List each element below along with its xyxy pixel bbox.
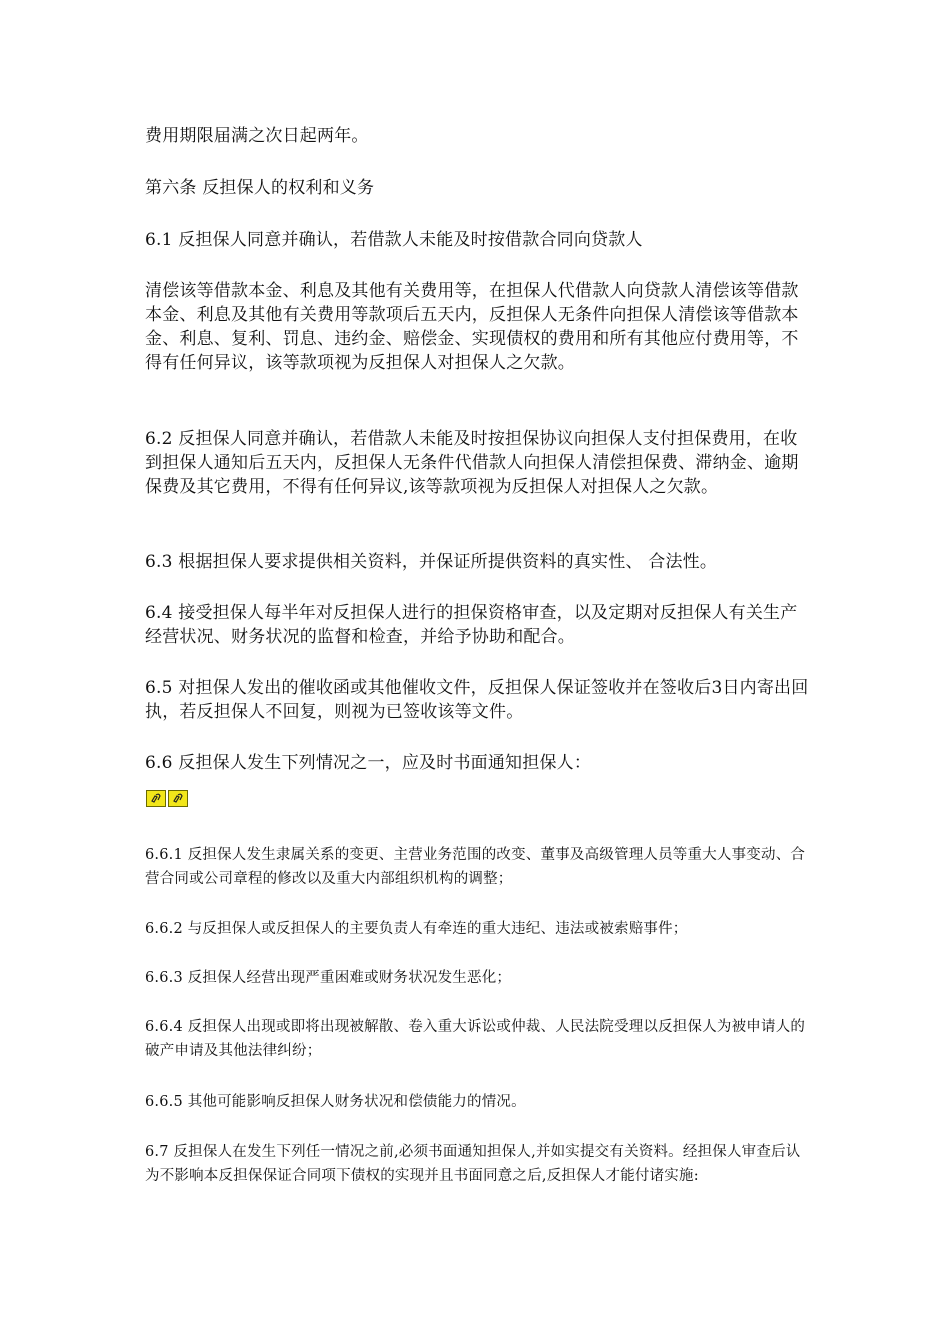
clause-6-1: 6.1 反担保人同意并确认，若借款人未能及时按借款合同向贷款人 bbox=[145, 230, 643, 250]
clause-6-6: 6.6 反担保人发生下列情况之一，应及时书面通知担保人： bbox=[145, 753, 592, 773]
clause-6-2: 6.2 反担保人同意并确认，若借款人未能及时按担保协议向担保人支付担保费用，在收到担保人通知后五天内，反担保人无条件代借款人向担保人清偿担保费、滞纳金、逾期保费及其它费用，不得有任何异议,该等款项视为反担保人对担保人之欠款。 bbox=[145, 429, 799, 497]
embedded-link-icons bbox=[146, 790, 188, 808]
clause-6-6-3: 6.6.3 反担保人经营出现严重困难或财务状况发生恶化； bbox=[145, 970, 512, 986]
clause-6-3: 6.3 根据担保人要求提供相关资料，并保证所提供资料的真实性、 合法性。 bbox=[145, 552, 718, 572]
clause-6-5: 6.5 对担保人发出的催收函或其他催收文件，反担保人保证签收并在签收后3日内寄出回执，若反担保人不回复，则视为已签收该等文件。 bbox=[145, 678, 809, 722]
clause-6-7: 6.7 反担保人在发生下列任一情况之前,必须书面通知担保人,并如实提交有关资料。经担保人审查后认为不影响本反担保保证合同项下债权的实现并且书面同意之后,反担保人才能付诸实施: bbox=[145, 1144, 801, 1184]
paragraph-term-end: 费用期限届满之次日起两年。 bbox=[145, 126, 369, 146]
clause-6-4: 6.4 接受担保人每半年对反担保人进行的担保资格审查，以及定期对反担保人有关生产经营状况、财务状况的监督和检查，并给予协助和配合。 bbox=[145, 603, 798, 647]
link-icon[interactable] bbox=[168, 790, 188, 807]
link-icon[interactable] bbox=[146, 790, 166, 807]
clause-6-1-continued: 清偿该等借款本金、利息及其他有关费用等，在担保人代借款人向贷款人清偿该等借款本金、利息及其他有关费用等款项后五天内，反担保人无条件向担保人清偿该等借款本金、利息、复利、罚息、违约金、赔偿金、实现债权的费用和所有其他应付费用等，不得有任何异议，该等款项视为反担保人对担保人之欠款。 bbox=[145, 281, 799, 373]
clause-6-6-2: 6.6.2 与反担保人或反担保人的主要负责人有牵连的重大违纪、违法或被索赔事件； bbox=[145, 921, 688, 937]
clause-6-6-1: 6.6.1 反担保人发生隶属关系的变更、主营业务范围的改变、董事及高级管理人员等重大人事变动、合营合同或公司章程的修改以及重大内部组织机构的调整； bbox=[145, 847, 806, 887]
clause-6-6-4: 6.6.4 反担保人出现或即将出现被解散、卷入重大诉讼或仲裁、人民法院受理以反担保人为被申请人的破产申请及其他法律纠纷； bbox=[145, 1019, 806, 1059]
clause-6-6-5: 6.6.5 其他可能影响反担保人财务状况和偿债能力的情况。 bbox=[145, 1094, 526, 1110]
article-six-heading: 第六条 反担保人的权利和义务 bbox=[145, 178, 375, 198]
